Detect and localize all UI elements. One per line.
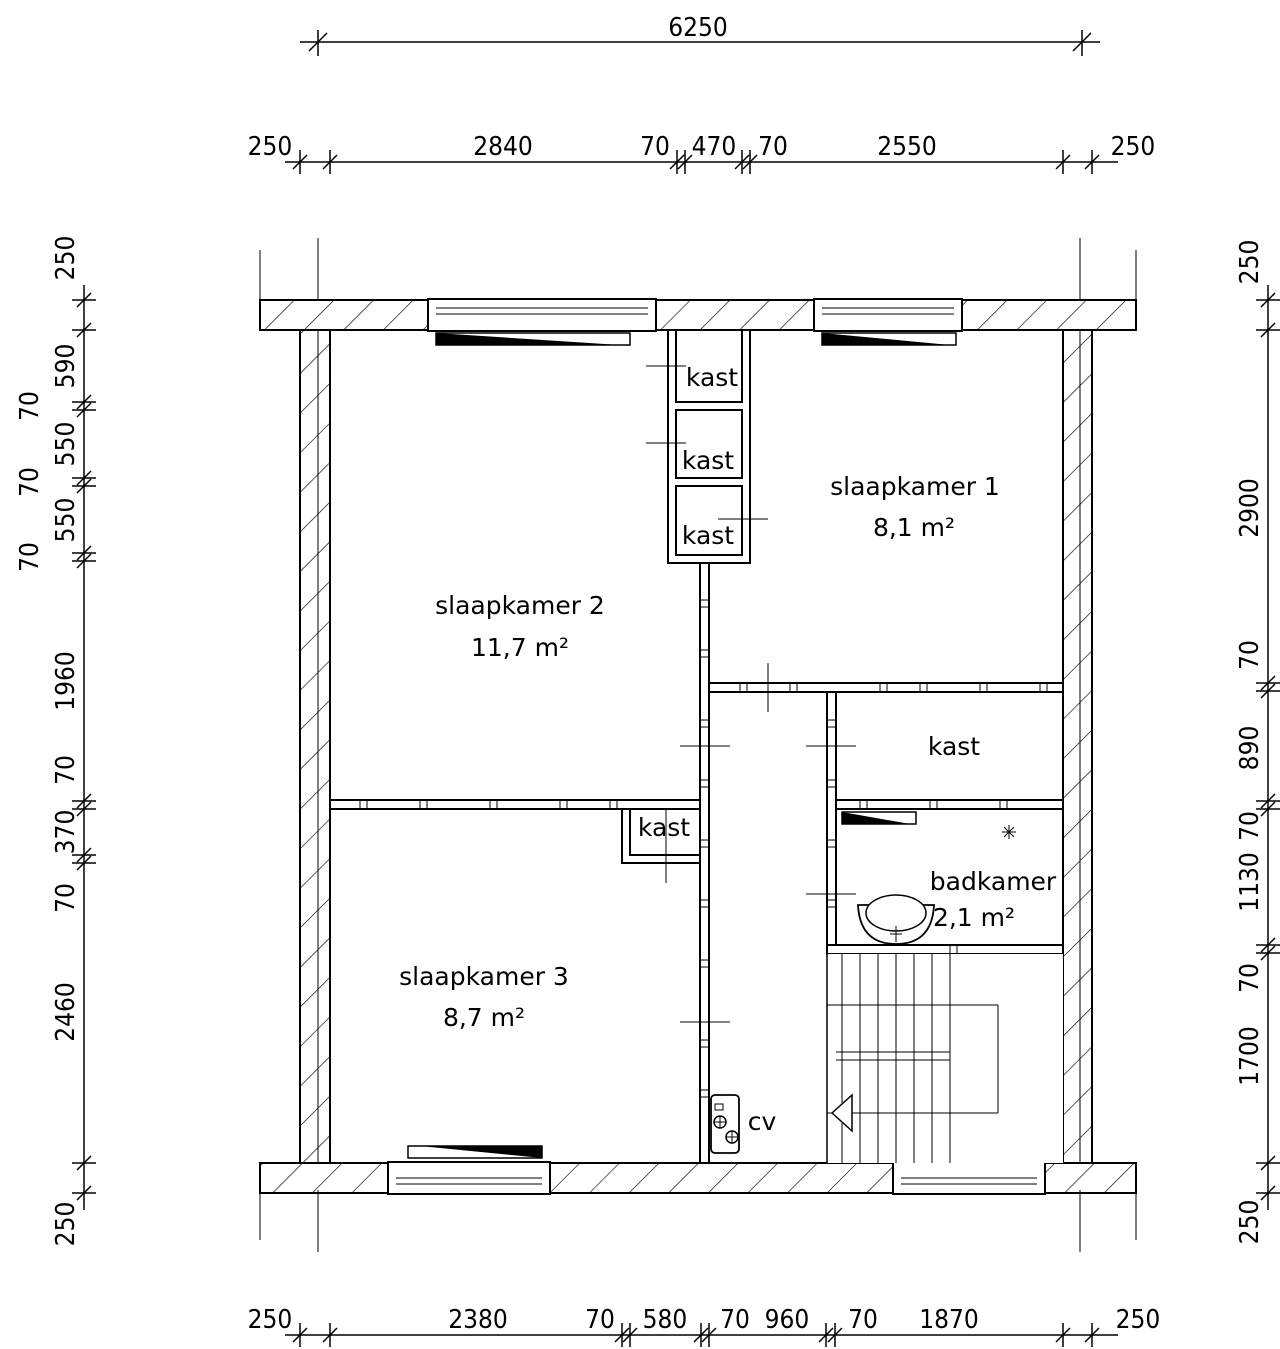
top-dim: 70 <box>640 132 670 162</box>
room-name-slaapkamer-2: slaapkamer 2 <box>435 591 605 620</box>
closet-label: kast <box>637 813 691 842</box>
left-dim: 70 <box>51 883 81 913</box>
right-dim: 70 <box>1235 811 1265 841</box>
left-dim: 550 <box>51 421 81 467</box>
bottom-dim: 580 <box>642 1305 688 1335</box>
room-area-slaapkamer-1: 8,1 m² <box>872 513 956 542</box>
right-dim: 890 <box>1235 725 1265 771</box>
light-point-icon <box>1002 825 1016 839</box>
top-dim: 250 <box>1110 132 1156 162</box>
room-area-badkamer: 2,1 m² <box>932 903 1016 932</box>
left-dim: 1960 <box>51 651 81 711</box>
right-dim: 70 <box>1235 963 1265 993</box>
left-dim: 70 <box>15 542 45 572</box>
top-dim: 70 <box>758 132 788 162</box>
bottom-dim: 1870 <box>919 1305 979 1335</box>
right-dim: 70 <box>1235 640 1265 670</box>
room-name-badkamer: badkamer <box>929 867 1057 896</box>
right-dim: 1700 <box>1235 1026 1265 1086</box>
closet-label: kast <box>927 732 981 761</box>
bottom-dim: 70 <box>848 1305 878 1335</box>
cv-boiler-icon <box>711 1095 739 1153</box>
right-dim: 250 <box>1235 239 1265 285</box>
overall-width: 6250 <box>668 13 728 43</box>
cv-label: cv <box>747 1107 777 1136</box>
room-area-slaapkamer-3: 8,7 m² <box>442 1003 526 1032</box>
bottom-dim: 250 <box>1115 1305 1161 1335</box>
left-dim: 590 <box>51 343 81 389</box>
closet-label: kast <box>681 446 735 475</box>
left-dim: 2460 <box>51 982 81 1042</box>
left-dim: 550 <box>51 497 81 543</box>
room-name-slaapkamer-1: slaapkamer 1 <box>830 472 1000 501</box>
right-dim: 1130 <box>1235 852 1265 912</box>
bottom-dim: 2380 <box>448 1305 508 1335</box>
left-dim: 70 <box>15 391 45 421</box>
bottom-dim: 70 <box>585 1305 615 1335</box>
staircase <box>827 954 1063 1163</box>
top-dim: 470 <box>691 132 737 162</box>
bottom-dim: 960 <box>764 1305 810 1335</box>
right-dim: 2900 <box>1235 478 1265 538</box>
left-dim: 70 <box>51 755 81 785</box>
right-dim: 250 <box>1235 1199 1265 1245</box>
window <box>893 1162 1045 1194</box>
washbasin-icon <box>858 895 934 944</box>
closet-label: kast <box>681 521 735 550</box>
left-dim: 250 <box>51 1201 81 1247</box>
bottom-dim: 250 <box>247 1305 293 1335</box>
dimension-lines <box>72 30 1280 1347</box>
top-dim: 2550 <box>877 132 937 162</box>
room-area-slaapkamer-2: 11,7 m² <box>471 633 569 662</box>
window <box>428 299 656 331</box>
closet-label: kast <box>685 363 739 392</box>
window <box>814 299 962 331</box>
left-dim: 250 <box>51 235 81 281</box>
left-dim: 70 <box>15 467 45 497</box>
top-dim: 2840 <box>473 132 533 162</box>
bottom-dim: 70 <box>720 1305 750 1335</box>
window <box>388 1162 550 1194</box>
left-dim: 370 <box>51 809 81 855</box>
room-name-slaapkamer-3: slaapkamer 3 <box>399 962 569 991</box>
top-dim: 250 <box>247 132 293 162</box>
